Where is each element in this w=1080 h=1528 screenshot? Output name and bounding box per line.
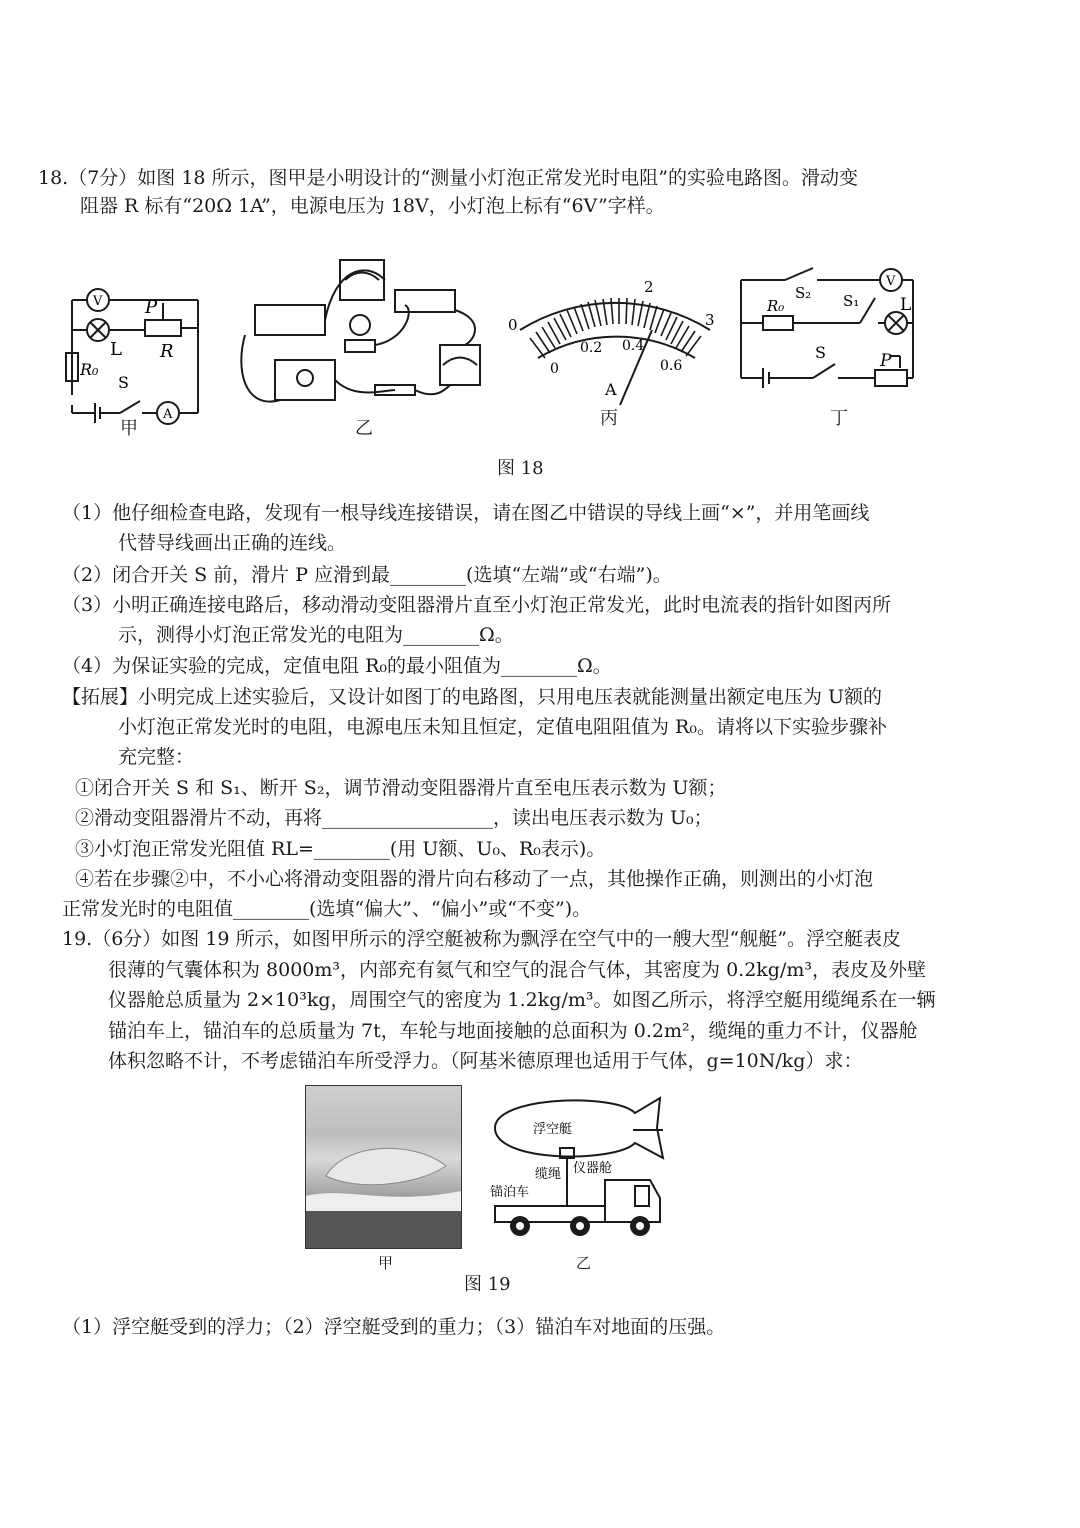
q18-item-2: （2）闭合开关 S 前，滑片 P 应滑到最________(选填“左端”或“右端”)。 [62,564,672,586]
q18-extension-1: 【拓展】小明完成上述实验后，又设计如图丁的电路图，只用电压表就能测量出额定电压为 U额的 [62,686,883,708]
ammeter-device-icon [440,345,480,385]
airship-vehicle-diagram [485,1088,675,1248]
cable-label: 缆绳 [535,1167,562,1182]
q18-step-1: ①闭合开关 S 和 S₁、断开 S₂，调节滑动变阻器滑片直至电压表示数为 U额； [75,777,727,799]
q18-step-4a: ④若在步骤②中，不小心将滑动变阻器的滑片向右移动了一点，其他操作正确，则测出的小灯泡 [75,868,874,890]
airship-icon [495,1098,663,1158]
rheostat [875,370,907,386]
power-supply-icon [255,305,325,335]
q18-line-1: 18.（7分）如图 18 所示，图甲是小明设计的“测量小灯泡正常发光时电阻”的实验电路图。滑动变 [38,167,858,189]
vehicle-label: 锚泊车 [490,1185,530,1200]
airship-photo [305,1085,462,1249]
q19-line-1: 19.（6分）如图 19 所示，如图甲所示的浮空艇被称为飘浮在空气中的一艘大型“舰艇”。浮空艇表皮 [62,928,901,950]
q18-step-2: ②滑动变阻器滑片不动，再将__________________，读出电压表示数为 U₀； [75,807,713,829]
q18-item-4: （4）为保证实验的完成，定值电阻 R₀的最小阻值为________Ω。 [62,655,612,677]
ammeter-label: A [163,407,173,422]
q18-item-1b: 代替导线画出正确的连线。 [118,532,347,554]
figure-18-caption: 图 18 [497,458,544,479]
voltmeter-label: V [93,294,103,309]
circuit-diagram-ding [735,258,925,398]
airship-photo-sketch [306,1086,461,1248]
circuit-diagram-jia [50,275,210,435]
instrument-label: 仪器舱 [573,1161,613,1176]
rheostat-device-icon [395,290,455,312]
q18-step-3: ③小灯泡正常发光阻值 RL=________(用 U额、U₀、R₀表示)。 [75,838,606,860]
lamp-label-ding: L [900,295,912,315]
q19-question: （1）浮空艇受到的浮力；（2）浮空艇受到的重力；（3）锚泊车对地面的压强。 [62,1316,726,1338]
s1-label: S₁ [843,292,860,310]
sub-caption-ding: 丁 [830,408,848,429]
q18-line-2: 阻器 R 标有“20Ω 1A”，电源电压为 18V，小灯泡上标有“6V”字样。 [80,195,665,217]
outer-tick-0: 0 [508,316,518,334]
wiring-diagram-yi [235,250,490,420]
outer-tick-3: 3 [705,311,715,329]
vehicle-bed [495,1206,605,1222]
resistor-label: R₀ [80,360,99,379]
s2-label: S₂ [795,284,812,302]
battery-box-icon [275,360,335,400]
inner-tick-3: 0.6 [660,358,683,374]
q18-step-4b: 正常发光时的电阻值________(选填“偏大”、“偏小”或“不变”)。 [62,898,592,920]
q19-line-5: 体积忽略不计，不考虑锚泊车所受浮力。（阿基米德原理也适用于气体，g=10N/kg）求： [108,1050,863,1072]
inner-tick-0: 0 [550,361,559,377]
slider-label-ding: P [880,351,892,371]
q18-item-3b: 示，测得小灯泡正常发光的电阻为________Ω。 [118,624,514,646]
ammeter-dial-bing [500,270,730,420]
sub-caption-19-jia: 甲 [378,1254,394,1272]
sub-caption-bing: 丙 [600,408,618,429]
sub-caption-yi: 乙 [355,418,373,439]
resistor-label-ding: R₀ [767,297,785,315]
meter-unit: A [605,380,617,399]
inner-tick-1: 0.2 [580,340,603,356]
sub-caption-19-yi: 乙 [576,1254,592,1272]
lamp-label: L [110,339,122,360]
switch-label-ding: S [815,343,826,362]
resistor-r0 [763,316,793,330]
q19-line-2: 很薄的气囊体积为 8000m³，内部充有氦气和空气的混合气体，其密度为 0.2kg/m³，表皮及外壁 [108,959,926,981]
rheostat-label: R [160,341,174,362]
q18-extension-2: 小灯泡正常发光时的电阻，电源电压未知且恒定，定值电阻阻值为 R₀。请将以下实验步骤补 [118,716,887,738]
q19-line-4: 锚泊车上，锚泊车的总质量为 7t，车轮与地面接触的总面积为 0.2m²，缆绳的重力不计，仪器舱 [108,1020,918,1042]
q18-item-1a: （1）他仔细检查电路，发现有一根导线连接错误，请在图乙中错误的导线上画“×”，并用笔画线 [62,502,870,524]
vehicle-cab [605,1180,660,1222]
sub-caption-jia: 甲 [120,418,138,439]
q19-line-3: 仪器舱总质量为 2×10³kg，周围空气的密度为 1.2kg/m³。如图乙所示，将浮空艇用缆绳系在一辆 [108,989,936,1011]
voltmeter-label-ding: V [886,274,896,289]
slider-label: P [145,297,158,318]
q18-item-3a: （3）小明正确连接电路后，移动滑动变阻器滑片直至小灯泡正常发光，此时电流表的指针如图丙所 [62,594,892,616]
rheostat [145,320,181,336]
outer-tick-2: 2 [644,278,654,296]
inner-tick-2: 0.4 [622,338,645,354]
q18-extension-3: 充完整： [118,746,195,768]
voltmeter-device-icon [340,260,384,300]
figure-19-caption: 图 19 [464,1274,511,1295]
switch-label: S [118,373,129,392]
airship-label: 浮空艇 [533,1122,573,1137]
lamp-holder-icon [345,340,375,352]
